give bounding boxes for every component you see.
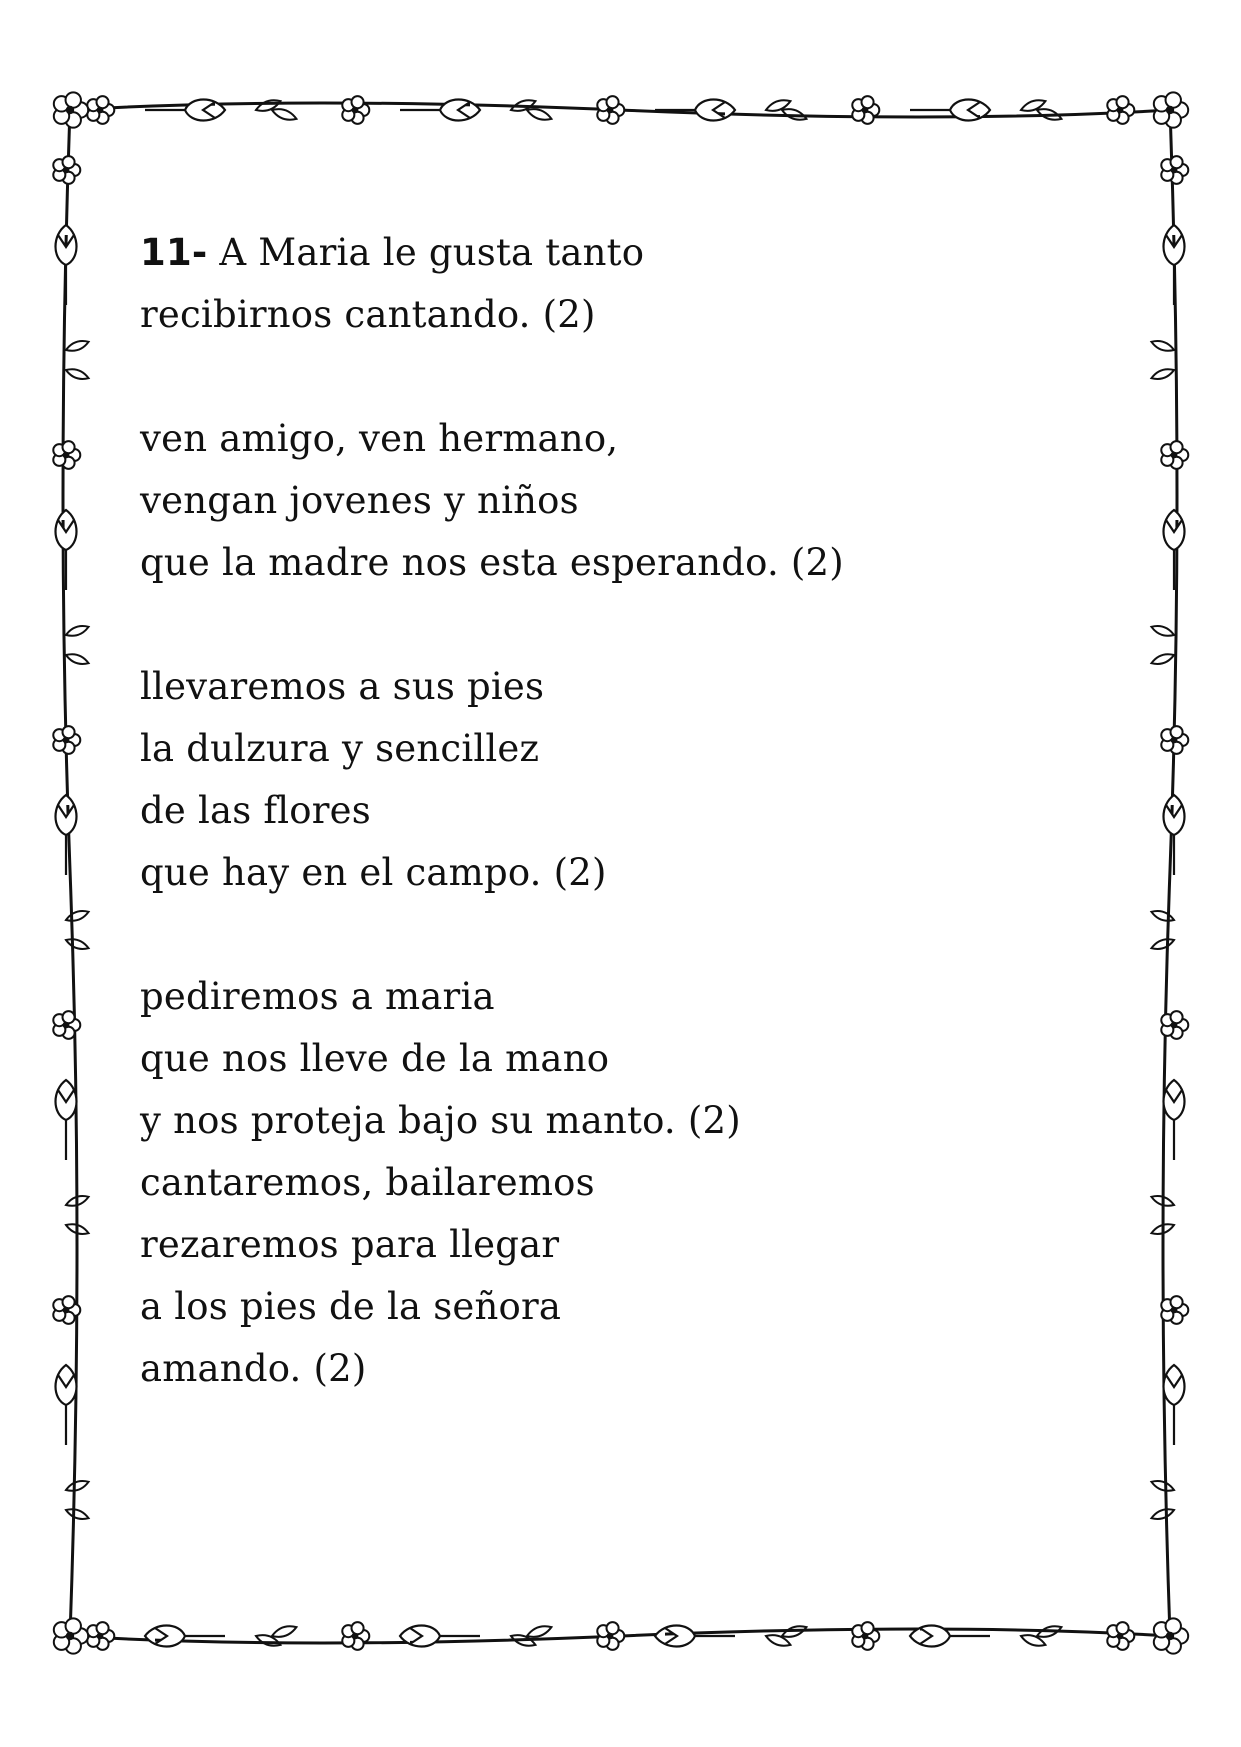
tulip-icon bbox=[1164, 1080, 1185, 1160]
leaf-icon bbox=[1150, 908, 1175, 924]
leaf-icon bbox=[1150, 1478, 1175, 1494]
stanza-4 bbox=[140, 966, 1100, 1400]
lyric-line: A Maria le gusta tanto bbox=[207, 231, 645, 274]
stanza-3 bbox=[140, 656, 1100, 904]
tulip-icon bbox=[56, 1080, 77, 1160]
lyric-line: que la madre nos esta esperando. (2) bbox=[140, 541, 844, 584]
leaf-icon bbox=[65, 1478, 90, 1494]
song-title-line bbox=[140, 222, 1100, 284]
flower-icon bbox=[53, 156, 80, 184]
leaf-icon bbox=[1150, 1506, 1175, 1522]
tulip-icon bbox=[400, 1626, 480, 1647]
lyric-line: pediremos a maria bbox=[140, 975, 495, 1018]
flower-icon bbox=[54, 92, 88, 127]
lyric-line: de las flores bbox=[140, 789, 371, 832]
tulip-icon bbox=[145, 100, 225, 121]
flower-icon bbox=[1154, 1618, 1188, 1653]
stanza-2 bbox=[140, 408, 1100, 594]
flower-icon bbox=[342, 96, 369, 124]
lyric-line: llevaremos a sus pies bbox=[140, 665, 545, 708]
flower-icon bbox=[1161, 1011, 1188, 1039]
lyric-line: ven amigo, ven hermano, bbox=[140, 417, 619, 460]
flower-icon bbox=[87, 1622, 114, 1650]
leaf-icon bbox=[1150, 338, 1175, 354]
lyric-line: que hay en el campo. (2) bbox=[140, 851, 607, 894]
flower-icon bbox=[53, 441, 80, 469]
flower-icon bbox=[597, 1622, 624, 1650]
flower-icon bbox=[1161, 1296, 1188, 1324]
leaf-icon bbox=[65, 366, 90, 382]
leaf-icon bbox=[255, 1632, 282, 1649]
leaf-icon bbox=[765, 1632, 792, 1649]
flower-icon bbox=[1107, 96, 1134, 124]
tulip-icon bbox=[1164, 1365, 1185, 1445]
leaf-icon bbox=[1020, 97, 1047, 114]
flower-icon bbox=[1161, 726, 1188, 754]
flower-icon bbox=[342, 1622, 369, 1650]
leaf-icon bbox=[1150, 651, 1175, 667]
tulip-icon bbox=[56, 510, 77, 590]
flower-icon bbox=[53, 726, 80, 754]
stanza-1 bbox=[140, 222, 1100, 346]
flower-icon bbox=[852, 96, 879, 124]
leaf-icon bbox=[65, 623, 90, 639]
leaf-icon bbox=[1150, 623, 1175, 639]
leaf-icon bbox=[65, 936, 90, 952]
tulip-icon bbox=[1164, 510, 1185, 590]
lyric-line: la dulzura y sencillez bbox=[140, 727, 540, 770]
lyric-line: a los pies de la señora bbox=[140, 1285, 562, 1328]
flower-icon bbox=[1154, 92, 1188, 127]
flower-icon bbox=[852, 1622, 879, 1650]
lyric-line: recibirnos cantando. (2) bbox=[140, 293, 596, 336]
flower-icon bbox=[597, 96, 624, 124]
leaf-icon bbox=[255, 97, 282, 114]
lyric-line: amando. (2) bbox=[140, 1347, 367, 1390]
flower-icon bbox=[54, 1618, 88, 1653]
leaf-icon bbox=[1150, 936, 1175, 952]
flower-icon bbox=[1161, 156, 1188, 184]
lyric-line: cantaremos, bailaremos bbox=[140, 1161, 595, 1204]
leaf-icon bbox=[271, 1623, 298, 1640]
lyric-line: vengan jovenes y niños bbox=[140, 479, 579, 522]
leaf-icon bbox=[1020, 1632, 1047, 1649]
leaf-icon bbox=[1150, 366, 1175, 382]
song-lyrics bbox=[140, 222, 1100, 1462]
leaf-icon bbox=[271, 106, 298, 123]
leaf-icon bbox=[765, 97, 792, 114]
flower-icon bbox=[87, 96, 114, 124]
lyric-line: y nos proteja bajo su manto. (2) bbox=[140, 1099, 741, 1142]
lyric-line: rezaremos para llegar bbox=[140, 1223, 560, 1266]
flower-icon bbox=[1161, 441, 1188, 469]
leaf-icon bbox=[65, 1506, 90, 1522]
flower-icon bbox=[1107, 1622, 1134, 1650]
tulip-icon bbox=[655, 1626, 735, 1647]
lyric-line: que nos lleve de la mano bbox=[140, 1037, 610, 1080]
leaf-icon bbox=[65, 338, 90, 354]
tulip-icon bbox=[145, 1626, 225, 1647]
tulip-icon bbox=[655, 100, 735, 121]
song-number: 11- bbox=[140, 231, 208, 274]
tulip-icon bbox=[56, 1365, 77, 1445]
leaf-icon bbox=[65, 651, 90, 667]
tulip-icon bbox=[1164, 795, 1185, 875]
leaf-icon bbox=[65, 908, 90, 924]
tulip-icon bbox=[56, 795, 77, 875]
